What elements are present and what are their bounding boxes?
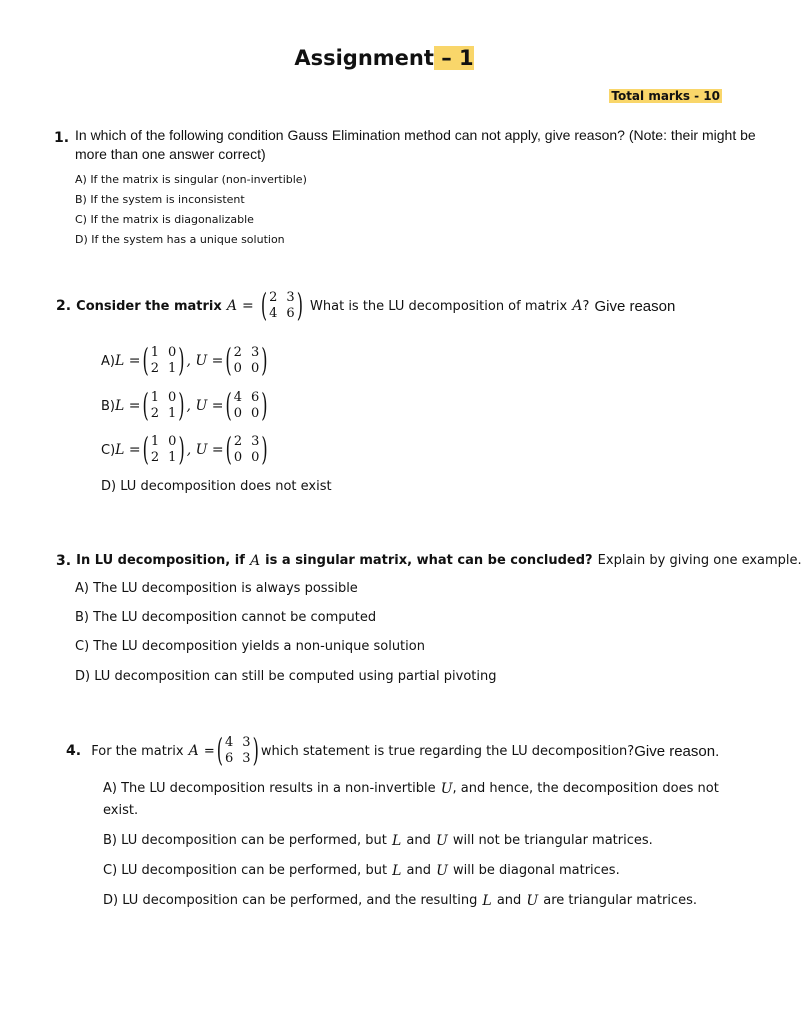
q4-option-c <box>103 861 620 880</box>
q2-option-letter: C) <box>101 442 116 458</box>
matrix-cell: 0 <box>168 390 177 405</box>
q4-give-reason: Give reason. <box>634 742 720 760</box>
q2-u-matrix: ( 4 6 0 0 ) <box>225 386 268 424</box>
matrix-cell: 3 <box>250 345 260 360</box>
q2-option-b <box>101 388 270 424</box>
q2-u-label: , U = <box>186 398 224 414</box>
q4-option-a-line2: exist. <box>103 803 139 818</box>
q2-option-d: D) LU decomposition does not exist <box>101 479 332 494</box>
q4-option-b-pre: B) LU decomposition can be performed, but <box>103 833 387 848</box>
q1-text-line1: In which of the following condition Gauss Elimination method can not apply, give reason? (Note: their might be <box>75 127 756 143</box>
q3-normal-text: Explain by giving one example. <box>597 553 802 568</box>
matrix-cell: 0 <box>250 406 260 421</box>
matrix-cell: 4 <box>269 306 278 321</box>
q4-middle-text: which statement is true regarding the LU decomposition? <box>260 743 635 759</box>
matrix-cell: 1 <box>150 390 160 405</box>
q4-option-a-post: , and hence, the decomposition does not <box>452 781 719 796</box>
q2-var-a2: A <box>572 298 583 314</box>
q1-number: 1. <box>54 130 70 146</box>
matrix-cell: 1 <box>150 434 160 449</box>
q3-bold-pre: In LU decomposition, if <box>76 553 245 568</box>
q4-option-b-l: L <box>391 832 402 849</box>
q2-stem <box>56 287 675 325</box>
matrix-cell: 0 <box>250 361 260 376</box>
q4-option-c-u: U <box>436 862 448 879</box>
matrix-cell: 2 <box>150 450 160 465</box>
q4-number: 4. <box>66 743 82 759</box>
q4-option-d-u: U <box>526 892 539 909</box>
matrix-cell: 2 <box>233 345 242 360</box>
q2-middle-text: What is the LU decomposition of matrix <box>310 298 568 314</box>
q4-option-d-l: L <box>482 892 492 909</box>
q4-matrix-a: ( 4 3 6 3 ) <box>216 731 259 769</box>
matrix-cell: 4 <box>233 390 242 405</box>
matrix-cell: 2 <box>150 406 160 421</box>
q2-l-matrix: ( 1 0 2 1 ) <box>142 386 185 424</box>
q3-option-d: D) LU decomposition can still be computed using partial pivoting <box>75 669 497 684</box>
q4-option-b-post: will not be triangular matrices. <box>452 833 653 848</box>
q4-option-b-u: U <box>435 832 448 849</box>
q4-option-c-pre: C) LU decomposition can be performed, but <box>103 863 388 878</box>
matrix-cell: 3 <box>242 751 251 766</box>
q3-var-a: A <box>249 552 261 569</box>
q1-option-c: C) If the matrix is diagonalizable <box>75 213 254 226</box>
matrix-cell: 0 <box>251 450 260 465</box>
matrix-cell: 0 <box>168 434 177 449</box>
q4-option-d-and: and <box>496 893 522 908</box>
total-marks: Total marks - 10 <box>611 89 720 103</box>
q2-l-label: L = <box>114 353 141 369</box>
q2-option-letter: B) <box>101 398 115 414</box>
q4-option-b <box>103 831 653 850</box>
matrix-cell: 0 <box>167 345 177 360</box>
matrix-cell: 1 <box>168 406 177 421</box>
q4-option-c-and: and <box>406 863 431 878</box>
q2-l-matrix: ( 1 0 2 1 ) <box>142 430 185 468</box>
q2-qmark: ? <box>582 298 590 314</box>
q4-option-c-post: will be diagonal matrices. <box>453 863 620 878</box>
q4-option-a-u: U <box>440 780 453 797</box>
matrix-cell: 3 <box>251 434 260 449</box>
q3-option-a: A) The LU decomposition is always possible <box>75 581 358 596</box>
matrix-cell: 6 <box>250 390 260 405</box>
title-main: Assignment <box>294 46 434 70</box>
q4-option-d-post: are triangular matrices. <box>543 893 697 908</box>
matrix-cell: 0 <box>233 361 242 376</box>
q3-stem <box>56 551 802 570</box>
q4-lead: For the matrix <box>91 743 184 759</box>
matrix-cell: 3 <box>286 290 295 305</box>
matrix-cell: 6 <box>225 751 234 766</box>
q2-option-letter: A) <box>101 353 115 369</box>
q3-number: 3. <box>56 552 72 569</box>
q2-l-matrix: ( 1 0 2 1 ) <box>142 341 185 379</box>
q2-option-c <box>101 432 270 468</box>
q2-u-matrix: ( 2 3 0 0 ) <box>225 430 268 468</box>
q3-option-c: C) The LU decomposition yields a non-unique solution <box>75 639 425 654</box>
page-title <box>0 46 768 70</box>
q2-u-matrix: ( 2 3 0 0 ) <box>225 341 268 379</box>
matrix-cell: 1 <box>150 345 159 360</box>
q1-option-b: B) If the system is inconsistent <box>75 193 245 206</box>
matrix-cell: 2 <box>233 434 243 449</box>
matrix-cell: 1 <box>167 361 177 376</box>
q2-lead: Consider the matrix <box>76 298 222 314</box>
q2-u-label: , U = <box>186 442 224 458</box>
q4-var-a: A <box>188 743 199 759</box>
q4-stem <box>66 732 719 770</box>
matrix-cell: 1 <box>168 450 177 465</box>
matrix-cell: 4 <box>225 735 234 750</box>
q4-option-d <box>103 891 697 910</box>
q3-bold-post: is a singular matrix, what can be concluded? <box>265 553 593 568</box>
q2-l-label: L = <box>115 442 141 458</box>
q4-option-a <box>103 779 719 798</box>
q4-option-b-and: and <box>406 833 431 848</box>
q2-option-a <box>101 343 269 379</box>
q2-matrix-a: ( 2 3 4 6 ) <box>260 286 303 324</box>
q4-option-a-pre: A) The LU decomposition results in a non-invertible <box>103 781 436 796</box>
q3-option-b: B) The LU decomposition cannot be computed <box>75 610 377 625</box>
q2-number: 2. <box>56 298 72 314</box>
matrix-cell: 3 <box>242 735 251 750</box>
q1-text-line2: more than one answer correct) <box>75 146 266 162</box>
q2-var-a: A <box>226 298 237 314</box>
q2-l-label: L = <box>115 398 141 414</box>
q1-option-d: D) If the system has a unique solution <box>75 233 285 246</box>
q2-u-label: , U = <box>186 353 224 369</box>
matrix-cell: 0 <box>233 406 242 421</box>
matrix-cell: 6 <box>286 306 295 321</box>
q2-equals: = <box>242 298 254 314</box>
q4-option-c-l: L <box>392 862 402 879</box>
title-highlight: – 1 <box>433 46 474 70</box>
q4-equals: = <box>203 743 215 759</box>
q4-option-d-pre: D) LU decomposition can be performed, and the resulting <box>103 893 478 908</box>
q2-give-reason: Give reason <box>594 297 676 315</box>
matrix-cell: 0 <box>233 450 243 465</box>
matrix-cell: 2 <box>150 361 159 376</box>
q1-option-a: A) If the matrix is singular (non-invertible) <box>75 173 307 186</box>
matrix-cell: 2 <box>269 290 278 305</box>
